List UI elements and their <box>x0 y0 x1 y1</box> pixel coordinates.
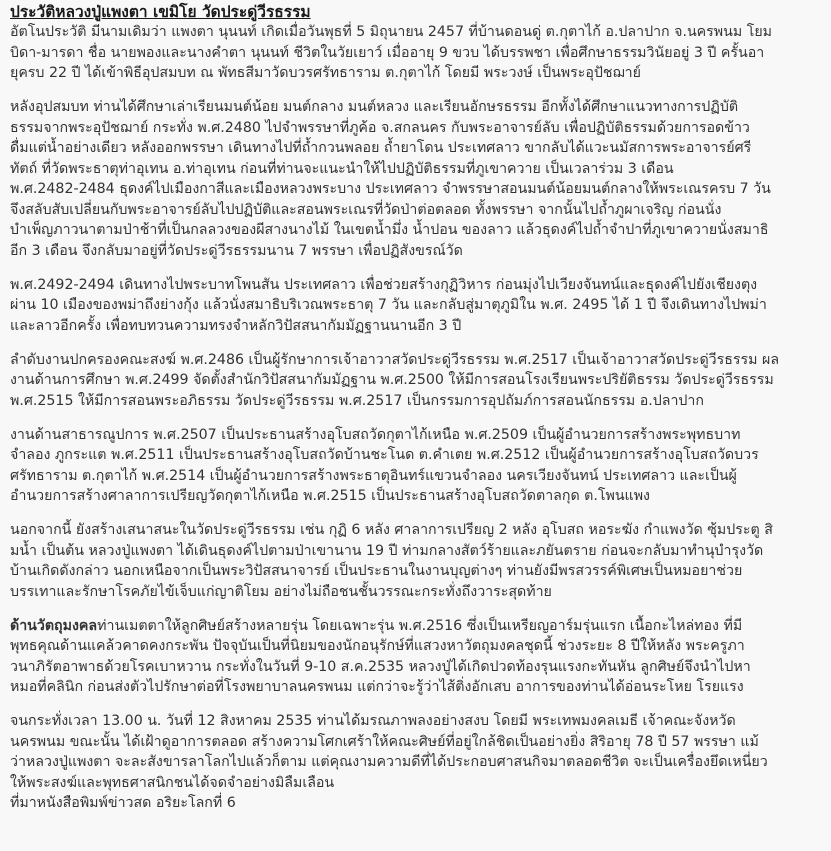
paragraph-journey-burma <box>10 275 821 337</box>
paragraph-public-works <box>10 425 821 507</box>
text-line: มน้ำ เป็นต้น หลวงปู่แพงตา ได้เดินธุดงค์ไปตามป่าเขานาน 19 ปี ท่ามกลางสัตว์ร้ายและภยันตราย ก่อนจะกลับมาทำนุบำรุงวัด <box>10 542 764 559</box>
text-line: อัตโนประวัติ มีนามเดิมว่า แพงตา นุนนท์ เกิดเมื่อวันพุธที่ 5 มิถุนายน 2457 ที่บ้านดอนดู่ ต.กุตาไก้ อ.ปลาปาก จ.นครพนม โยม <box>10 24 772 40</box>
text-line: ผ่าน 10 เมืองของพม่าถึงย่างกุ้ง แล้วนั่งสมาธิบริเวณพระธาตุ 7 วัน และกลับสู่มาตุภูมิใน พ.ศ. 2495 ได้ 1 ปี จึงเดินทางไปพม่า <box>10 297 767 313</box>
text-line: พุทธคุณด้านแคล้วคาดคงกระพัน ปัจจุบันเป็นที่นิยมของนักอนุรักษ์ที่แสวงหาวัตถุมงคลชุดนี้ ช่วงระยะ 8 ปีให้หลัง พระครูภา <box>10 638 745 654</box>
text-line: อำนวยการสร้างศาลาการเปรียญวัดกุตาไก้เหนือ พ.ศ.2515 เป็นประธานสร้างอุโบสถวัดตาลกุด ต.โพนแพง <box>10 488 650 504</box>
text-line: จำลอง ภูกระแต พ.ศ.2511 เป็นประธานสร้างอุโบสถวัดบ้านชะโนด ต.คำเตย พ.ศ.2512 เป็นผู้อำนวยการสร้างอุโบสถวัดบวร <box>10 447 759 463</box>
text-line: ทัตถ์ ที่วัดพระธาตุท่าอุเทน อ.ท่าอุเทน ก่อนที่ท่านจะแนะนำให้ไปปฏิบัติธรรมที่ภูเขาควาย เป็นเวลาร่วม 3 เดือน <box>10 160 674 177</box>
text-line: วนาภิรัตอาพาธด้วยโรคเบาหวาน กระทั่งในวันที่ 9-10 ส.ค.2535 หลวงปู่ได้เกิดปวดท้องรุนแรงกะทันหัน ลูกศิษย์จึงนำไปหา <box>10 658 751 675</box>
text-line: จนกระทั่งเวลา 13.00 น. วันที่ 12 สิงหาคม 2535 ท่านได้มรณภาพลงอย่างสงบ โดยมี พระเทพมงคลเมธี เจ้าคณะจังหวัด <box>10 713 736 729</box>
text-line: งานด้านการศึกษา พ.ศ.2499 จัดตั้งสำนักวิปัสสนากัมมัฏฐาน พ.ศ.2500 ให้มีการสอนโรงเรียนพระปริยัติธรรม วัดประดู่วีรธรรม <box>10 372 774 388</box>
amulets-heading: ด้านวัตถุมงคล <box>10 617 98 634</box>
text-line: อีก 3 เดือน จึงกลับมาอยู่ที่วัดประดู่วีรธรรมนาน 7 พรรษา เพื่อปฏิสังขรณ์วัด <box>10 242 463 259</box>
text-line: และลาวอีกครั้ง เพื่อทบทวนความทรงจำหลักวิปัสสนากัมมัฏฐานนานอีก 3 ปี <box>10 317 462 334</box>
text-line: ให้พระสงฆ์และพุทธศาสนิกชนได้จดจำอย่างมิลืมเลือน <box>10 774 335 791</box>
paragraph-administration <box>10 350 821 412</box>
text-line: ดื่มแต่น้ำอย่างเดียว หลังออกพรรษา เดินทางไปที่ถ้ำกวนพลอย ถ้ำยาโดน ประเทศลาว ขากลับได้แวะนมัสการพระอาจารย์ศรี <box>10 140 752 156</box>
text-line: นอกจากนี้ ยังสร้างเสนาสนะในวัดประดู่วีรธรรม เช่น กุฏิ 6 หลัง ศาลาการเปรียญ 2 หลัง อุโบสถ หอระฆัง กำแพงวัด ซุ้มประตู สิ <box>10 522 773 538</box>
text-line: พ.ศ.2482-2484 ธุดงค์ไปเมืองกาสีและเมืองหลวงพระบาง ประเทศลาว จำพรรษาสอนมนต์น้อยมนต์กลางให้พระเณรครบ 7 วัน <box>10 181 771 197</box>
text-line: ยุครบ 22 ปี ได้เข้าพิธีอุปสมบท ณ พัทธสีมาวัดบวรศรัทธาราม ต.กุตาไก้ โดยมี พระวงษ์ เป็นพระอุปัชฌาย์ <box>10 65 641 81</box>
text-line: หมอที่คลินิก ก่อนส่งตัวไปรักษาต่อที่โรงพยาบาลนครพนม แต่กว่าจะรู้ว่าไส้ติ่งอักเสบ อาการของท่านได้อ่อนระโหย โรยแรง <box>10 679 744 695</box>
text-line-rest: ท่านเมตตาให้ลูกศิษย์สร้างหลายรุ่น โดยเฉพาะรุ่น พ.ศ.2516 ซึ่งเป็นเหรียญอาร์มรุ่นแรก เนื้อกะไหล่ทอง ที่มี <box>97 617 743 634</box>
text-line: บ้านเกิดดังกล่าว นอกเหนือจากเป็นพระวิปัสสนาจารย์ เป็นประธานในงานบุญต่างๆ ท่านยังมีพรสวรรค์พิเศษเป็นหมอยาช่วย <box>10 563 743 579</box>
text-line: ธรรมจากพระอุปัชฌาย์ กระทั่ง พ.ศ.2480 ไปจำพรรษาที่ภูค้อ จ.สกลนคร กับพระอาจารย์ลับ เพื่อปฏิบัติธรรมด้วยการอดข้าว <box>10 119 750 136</box>
text-line: บรรเทาและรักษาโรคภัยไข้เจ็บแก่ญาติโยม อย่างไม่ถือชนชั้นวรรณะกระทั่งถึงวาระสุดท้าย <box>10 583 552 600</box>
source-citation: ที่มาหนังสือพิมพ์ข่าวสด อริยะโลกที่ 6 <box>10 795 236 811</box>
text-line: งานด้านสาธารณูปการ พ.ศ.2507 เป็นประธานสร้างอุโบสถวัดกุตาไก้เหนือ พ.ศ.2509 เป็นผู้อำนวยการสร้างพระพุทธบาท <box>10 426 741 443</box>
text-line: ว่าหลวงปู่แพงตา จะละสังขารลาโลกไปแล้วก็ตาม แต่คุณงามความดีที่ได้ประกอบศาสนกิจมาตลอดชีวิต จะเป็นเครื่องยึดเหนี่ยว <box>10 754 768 770</box>
text-line: ศรัทธาราม ต.กุตาไก้ พ.ศ.2514 เป็นผู้อำนวยการสร้างพระธาตุอินทร์แขวนจำลอง นครเวียงจันทน์ ประเทศลาว และเป็นผู้ <box>10 467 737 484</box>
text-line: หลังอุปสมบท ท่านได้ศึกษาเล่าเรียนมนต์น้อย มนต์กลาง มนต์หลวง และเรียนอักษรธรรม อีกทั้งได้ศึกษาแนวทางการปฏิบัติ <box>10 99 739 115</box>
paragraph-early-life <box>10 22 821 84</box>
text-line: พ.ศ.2492-2494 เดินทางไปพระบาทโพนสัน ประเทศลาว เพื่อช่วยสร้างกุฏิวิหาร ก่อนมุ่งไปเวียงจันทน์และธุดงค์ไปยังเชียงตุง <box>10 276 758 293</box>
paragraph-passing <box>10 711 821 814</box>
text-line: บิดา-มารดา ชื่อ นายพองและนางคำตา นุนนท์ ชีวิตในวัยเยาว์ เมื่ออายุ 9 ขวบ ได้บรรพชา เพื่อศึกษาธรรมวินัยอยู่ 3 ปี ครั้นอา <box>10 44 765 61</box>
article-title: ประวัติหลวงปู่แพงตา เขมิโย วัดประดู่วีรธรรม <box>10 3 311 21</box>
text-line: ลำดับงานปกครองคณะสงฆ์ พ.ศ.2486 เป็นผู้รักษาการเจ้าอาวาสวัดประดู่วีรธรรม พ.ศ.2517 เป็นเจ้าอาวาสวัดประดู่วีรธรรม ผล <box>10 351 780 368</box>
paragraph-amulets <box>10 616 821 698</box>
text-line: บำเพ็ญภาวนาตามป่าช้าที่เป็นกลลวงของผีสางนางไม้ ในเขตน้ำมึ่ง น้ำปอน ของลาว แล้วธุดงค์ไปถ้ำจำปาที่ภูเขาควายนั่งสมาธิ <box>10 222 769 238</box>
paragraph-after-ordination <box>10 97 821 261</box>
text-line: นครพนม ขณะนั้น ได้เฝ้าดูอาการตลอด สร้างความโศกเศร้าให้คณะศิษย์ที่อยู่ใกล้ชิดเป็นอย่างยิ่ง สิริอายุ 78 ปี 57 พรรษา แม้ <box>10 733 759 750</box>
text-line: พ.ศ.2515 ให้มีการสอนพระอภิธรรม วัดประดู่วีรธรรม พ.ศ.2517 เป็นกรรมการอุปถัมภ์การสอนนักธรรม อ.ปลาปาก <box>10 392 704 409</box>
paragraph-temple-buildings <box>10 520 821 602</box>
text-line <box>10 616 821 637</box>
text-line: จึงสลับสับเปลี่ยนกับพระอาจารย์ลับไปปฏิบัติและสอนพระเณรที่วัดป่าต่อตลอด ทั้งพรรษา จากนั้นไปถ้ำภูผาเจริญ ก่อนนั่ง <box>10 201 722 218</box>
